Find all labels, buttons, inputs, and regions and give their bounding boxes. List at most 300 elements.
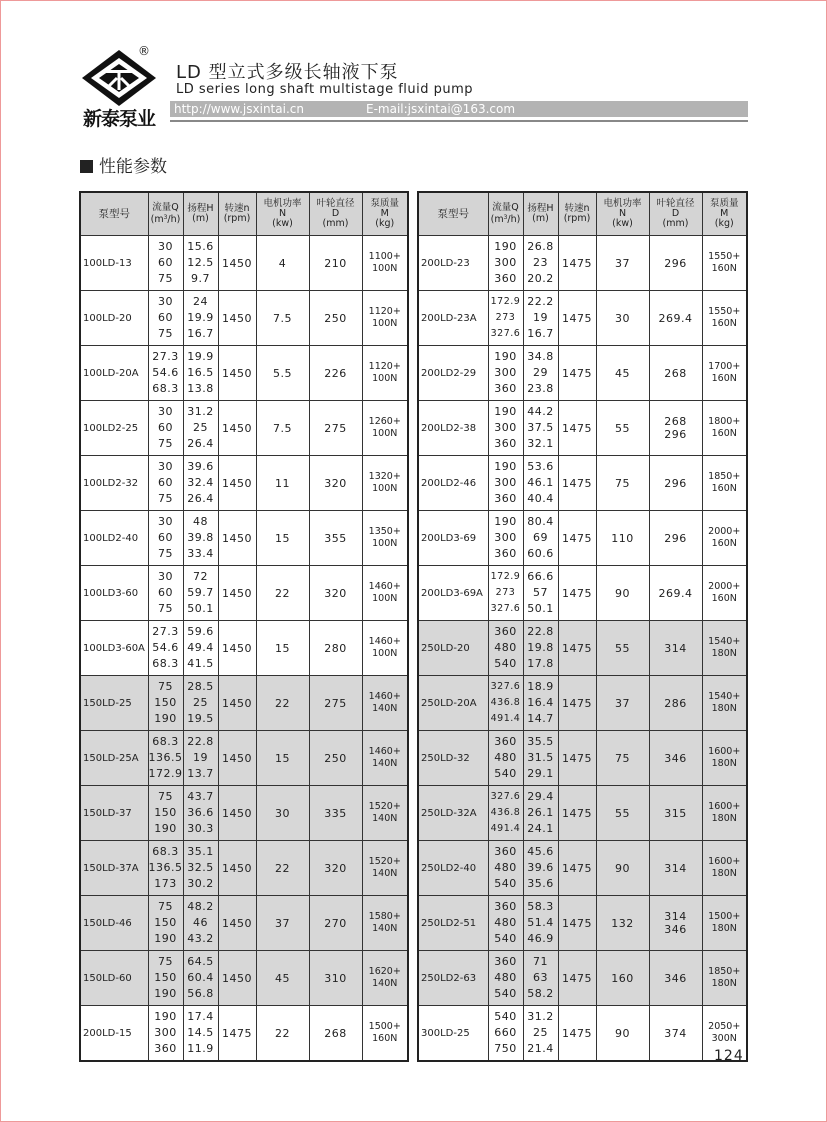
cell-power: 15 <box>256 511 309 566</box>
impeller-value: 314 <box>664 641 687 655</box>
table-row <box>80 346 408 401</box>
mass-value: 180N <box>711 758 737 769</box>
head-value: 21.4 <box>527 1042 554 1055</box>
table-row <box>418 951 747 1006</box>
cell-impeller <box>309 566 362 621</box>
cell-mass <box>702 621 747 676</box>
cell-impeller <box>649 456 702 511</box>
flow-value: 327.6 <box>490 681 521 692</box>
head-value: 32.5 <box>187 861 214 874</box>
table-row <box>80 566 408 621</box>
table-row <box>418 401 747 456</box>
cell-head <box>183 346 218 401</box>
cell-head <box>523 676 558 731</box>
cell-flow <box>488 896 523 951</box>
head-value: 35.1 <box>187 845 214 858</box>
col-header-flow <box>488 192 523 236</box>
impeller-value: 296 <box>664 428 687 441</box>
mass-value: 160N <box>372 1033 398 1044</box>
flow-value: 150 <box>154 971 177 984</box>
cell-flow <box>148 456 183 511</box>
flow-unit-pre: (m <box>490 214 504 225</box>
head-value: 37.5 <box>527 421 554 434</box>
head-value: 22.2 <box>527 295 554 308</box>
flow-value: 360 <box>494 272 517 285</box>
table-row <box>418 1006 747 1062</box>
cell-head <box>523 951 558 1006</box>
col-header-line: (mm) <box>662 218 689 229</box>
cell-power: 55 <box>596 786 649 841</box>
cell-impeller <box>649 896 702 951</box>
head-value: 9.7 <box>191 272 210 285</box>
cell-impeller <box>649 401 702 456</box>
head-value: 17.4 <box>187 1010 214 1023</box>
head-value: 14.7 <box>527 712 554 725</box>
head-value: 14.5 <box>187 1026 214 1039</box>
flow-value: 173 <box>154 877 177 890</box>
cell-speed: 1450 <box>218 621 256 676</box>
col-header-line: 扬程H <box>187 203 214 214</box>
cell-power: 30 <box>596 291 649 346</box>
mass-value: 1700+ <box>708 361 741 372</box>
cell-mass <box>702 291 747 346</box>
cell-model: 300LD-25 <box>418 1006 488 1062</box>
cell-model: 200LD-15 <box>80 1006 148 1062</box>
mass-value: 160N <box>711 593 737 604</box>
cell-model: 200LD-23 <box>418 236 488 291</box>
cell-head <box>183 841 218 896</box>
flow-value: 190 <box>494 460 517 473</box>
flow-value: 172.9 <box>490 296 521 307</box>
col-header-line: D <box>331 208 340 219</box>
cell-mass <box>702 401 747 456</box>
mass-value: 100N <box>372 428 398 439</box>
head-value: 58.3 <box>527 900 554 913</box>
impeller-value: 346 <box>664 751 687 765</box>
mass-value: 160N <box>711 263 737 274</box>
cell-speed: 1475 <box>558 346 596 401</box>
mass-value: 300N <box>711 1033 737 1044</box>
cell-power: 30 <box>256 786 309 841</box>
flow-value: 75 <box>158 790 173 803</box>
col-header-line: D <box>671 208 680 219</box>
mass-value: 140N <box>372 923 398 934</box>
impeller-value: 275 <box>324 696 347 710</box>
col-header-head <box>183 192 218 236</box>
cell-speed: 1475 <box>558 401 596 456</box>
cell-impeller <box>649 511 702 566</box>
flow-value: 360 <box>494 955 517 968</box>
brand-name: 新泰泵业 <box>82 108 155 130</box>
cell-mass <box>362 291 408 346</box>
cell-head <box>183 401 218 456</box>
flow-value: 190 <box>154 822 177 835</box>
cell-impeller <box>309 291 362 346</box>
table-row <box>80 841 408 896</box>
flow-value: 480 <box>494 861 517 874</box>
cell-model: 150LD-46 <box>80 896 148 951</box>
cell-head <box>183 566 218 621</box>
flow-value: 360 <box>494 547 517 560</box>
flow-value: 68.3 <box>152 382 179 395</box>
table-row <box>80 236 408 291</box>
flow-unit-sup: 3 <box>163 214 168 221</box>
mass-value: 160N <box>711 428 737 439</box>
mass-value: 1500+ <box>368 1021 401 1032</box>
flow-value: 60 <box>158 256 173 269</box>
cell-model: 150LD-37A <box>80 841 148 896</box>
flow-value: 68.3 <box>152 735 179 748</box>
cell-flow <box>488 236 523 291</box>
cell-flow <box>148 621 183 676</box>
cell-power: 55 <box>596 401 649 456</box>
flow-value: 136.5 <box>148 751 183 764</box>
cell-speed: 1475 <box>558 731 596 786</box>
cell-model: 100LD-20 <box>80 291 148 346</box>
table-row <box>80 291 408 346</box>
table-row <box>418 841 747 896</box>
head-value: 29 <box>533 366 548 379</box>
col-header-impeller <box>649 192 702 236</box>
flow-value: 75 <box>158 955 173 968</box>
mass-value: 1800+ <box>708 416 741 427</box>
page-title: LD 型立式多级长轴液下泵 <box>176 62 399 83</box>
cell-mass <box>362 621 408 676</box>
mass-value: 180N <box>711 648 737 659</box>
head-value: 13.8 <box>187 382 214 395</box>
flow-value: 540 <box>494 1010 517 1023</box>
cell-head <box>523 401 558 456</box>
cell-flow <box>148 346 183 401</box>
col-header-impeller <box>309 192 362 236</box>
col-header-line: M <box>380 208 389 219</box>
cell-mass <box>702 511 747 566</box>
cell-speed: 1450 <box>218 401 256 456</box>
mass-value: 140N <box>372 978 398 989</box>
flow-value: 360 <box>494 845 517 858</box>
mass-value: 1350+ <box>368 526 401 537</box>
cell-flow <box>488 951 523 1006</box>
head-value: 16.7 <box>527 327 554 340</box>
cell-power: 45 <box>596 346 649 401</box>
mass-value: 1460+ <box>368 581 401 592</box>
table-row <box>80 951 408 1006</box>
head-value: 50.1 <box>187 602 214 615</box>
col-header-line: 流量Q <box>492 202 519 213</box>
flow-value: 540 <box>494 657 517 670</box>
cell-impeller <box>649 951 702 1006</box>
cell-speed: 1475 <box>558 566 596 621</box>
flow-value: 54.6 <box>152 366 179 379</box>
flow-value: 60 <box>158 476 173 489</box>
head-value: 12.5 <box>187 256 214 269</box>
flow-value: 360 <box>494 437 517 450</box>
flow-value: 327.6 <box>490 328 521 339</box>
head-value: 31.2 <box>527 1010 554 1023</box>
head-value: 23 <box>533 256 548 269</box>
head-value: 19.9 <box>187 350 214 363</box>
table-row <box>80 676 408 731</box>
cell-speed: 1450 <box>218 566 256 621</box>
cell-power: 37 <box>596 236 649 291</box>
flow-value: 27.3 <box>152 350 179 363</box>
cell-mass <box>702 786 747 841</box>
impeller-value: 310 <box>324 971 347 985</box>
mass-value: 1520+ <box>368 856 401 867</box>
cell-power: 37 <box>256 896 309 951</box>
flow-value: 300 <box>154 1026 177 1039</box>
head-value: 13.7 <box>187 767 214 780</box>
col-header-line: (kw) <box>272 218 293 229</box>
table-row <box>80 401 408 456</box>
spec-table-right <box>417 191 748 1062</box>
impeller-value: 355 <box>324 531 347 545</box>
flow-value: 360 <box>154 1042 177 1055</box>
head-value: 58.2 <box>527 987 554 1000</box>
cell-model: 250LD-20A <box>418 676 488 731</box>
col-header-speed <box>218 192 256 236</box>
cell-speed: 1450 <box>218 951 256 1006</box>
flow-value: 491.4 <box>490 713 521 724</box>
cell-model: 200LD2-38 <box>418 401 488 456</box>
impeller-value: 226 <box>324 366 347 380</box>
cell-power: 110 <box>596 511 649 566</box>
mass-value: 140N <box>372 868 398 879</box>
flow-value: 540 <box>494 877 517 890</box>
cell-model: 200LD2-46 <box>418 456 488 511</box>
flow-value: 436.8 <box>490 697 521 708</box>
mass-value: 1460+ <box>368 746 401 757</box>
impeller-value: 314 <box>664 910 687 923</box>
head-value: 25 <box>193 696 208 709</box>
head-value: 60.6 <box>527 547 554 560</box>
cell-impeller <box>309 1006 362 1062</box>
mass-value: 1580+ <box>368 911 401 922</box>
head-value: 71 <box>533 955 548 968</box>
mass-value: 140N <box>372 758 398 769</box>
head-value: 59.7 <box>187 586 214 599</box>
cell-flow <box>488 841 523 896</box>
cell-head <box>183 456 218 511</box>
cell-flow <box>148 896 183 951</box>
cell-model: 200LD3-69A <box>418 566 488 621</box>
flow-value: 750 <box>494 1042 517 1055</box>
table-row <box>418 896 747 951</box>
cell-speed: 1450 <box>218 896 256 951</box>
cell-impeller <box>649 236 702 291</box>
impeller-value: 286 <box>664 696 687 710</box>
mass-value: 100N <box>372 373 398 384</box>
cell-mass <box>362 1006 408 1062</box>
table-row <box>80 786 408 841</box>
cell-model: 250LD-32A <box>418 786 488 841</box>
impeller-value: 320 <box>324 861 347 875</box>
flow-value: 190 <box>154 987 177 1000</box>
cell-speed: 1475 <box>558 676 596 731</box>
flow-value: 60 <box>158 311 173 324</box>
cell-impeller <box>649 786 702 841</box>
impeller-value: 250 <box>324 311 347 325</box>
table-row <box>80 511 408 566</box>
flow-value: 190 <box>494 240 517 253</box>
cell-impeller <box>309 896 362 951</box>
flow-value: 30 <box>158 570 173 583</box>
flow-value: 68.3 <box>152 845 179 858</box>
cell-head <box>183 896 218 951</box>
cell-speed: 1475 <box>558 236 596 291</box>
mass-value: 1550+ <box>708 306 741 317</box>
flow-value: 436.8 <box>490 807 521 818</box>
flow-value: 75 <box>158 492 173 505</box>
mass-value: 160N <box>711 318 737 329</box>
cell-flow <box>148 236 183 291</box>
impeller-value: 315 <box>664 806 687 820</box>
head-value: 20.2 <box>527 272 554 285</box>
cell-impeller <box>649 731 702 786</box>
table-row <box>418 511 747 566</box>
head-value: 64.5 <box>187 955 214 968</box>
flow-value: 30 <box>158 460 173 473</box>
cell-mass <box>702 841 747 896</box>
head-value: 29.4 <box>527 790 554 803</box>
head-value: 35.5 <box>527 735 554 748</box>
flow-unit-pre: (m <box>150 214 164 225</box>
col-header-line: 叶轮直径 <box>316 198 355 209</box>
cell-power: 90 <box>596 566 649 621</box>
head-value: 34.8 <box>527 350 554 363</box>
flow-value: 190 <box>494 350 517 363</box>
table-row <box>80 621 408 676</box>
head-value: 31.5 <box>527 751 554 764</box>
cell-model: 250LD2-63 <box>418 951 488 1006</box>
col-header-line: (kw) <box>612 218 633 229</box>
head-value: 80.4 <box>527 515 554 528</box>
impeller-value: 275 <box>324 421 347 435</box>
email-link[interactable]: E-mail:jsxintai@163.com <box>366 102 516 116</box>
impeller-value: 269.4 <box>658 311 693 325</box>
head-value: 19.5 <box>187 712 214 725</box>
head-value: 41.5 <box>187 657 214 670</box>
head-value: 39.6 <box>527 861 554 874</box>
head-value: 19.9 <box>187 311 214 324</box>
mass-value: 100N <box>372 483 398 494</box>
website-link[interactable]: http://www.jsxintai.cn <box>174 102 304 116</box>
head-value: 19 <box>533 311 548 324</box>
col-header-line: (m) <box>192 213 209 224</box>
flow-value: 480 <box>494 916 517 929</box>
cell-head <box>523 236 558 291</box>
mass-value: 1620+ <box>368 966 401 977</box>
head-value: 48 <box>193 515 208 528</box>
cell-power: 22 <box>256 1006 309 1062</box>
cell-impeller <box>309 676 362 731</box>
mass-value: 1260+ <box>368 416 401 427</box>
cell-speed: 1450 <box>218 731 256 786</box>
cell-power: 22 <box>256 841 309 896</box>
cell-impeller <box>309 841 362 896</box>
flow-value: 480 <box>494 641 517 654</box>
cell-power: 5.5 <box>256 346 309 401</box>
cell-power: 22 <box>256 676 309 731</box>
impeller-value: 270 <box>324 916 347 930</box>
col-header-line: 泵型号 <box>98 208 130 220</box>
mass-value: 160N <box>711 483 737 494</box>
cell-flow <box>488 786 523 841</box>
col-header-line: 泵质量 <box>370 198 399 209</box>
cell-mass <box>362 346 408 401</box>
flow-value: 273 <box>495 312 516 323</box>
head-value: 35.6 <box>527 877 554 890</box>
head-value: 26.8 <box>527 240 554 253</box>
impeller-value: 296 <box>664 256 687 270</box>
cell-power: 75 <box>596 456 649 511</box>
cell-head <box>523 566 558 621</box>
mass-value: 140N <box>372 703 398 714</box>
flow-value: 60 <box>158 531 173 544</box>
cell-mass <box>362 786 408 841</box>
cell-model: 150LD-25A <box>80 731 148 786</box>
cell-head <box>183 291 218 346</box>
flow-value: 54.6 <box>152 641 179 654</box>
head-value: 16.4 <box>527 696 554 709</box>
impeller-value: 296 <box>664 531 687 545</box>
impeller-value: 320 <box>324 586 347 600</box>
cell-speed: 1475 <box>558 291 596 346</box>
col-header-mass <box>702 192 747 236</box>
cell-speed: 1475 <box>558 1006 596 1062</box>
col-header-line: (m) <box>532 213 549 224</box>
cell-mass <box>362 401 408 456</box>
cell-head <box>183 511 218 566</box>
cell-mass <box>362 511 408 566</box>
cell-power: 15 <box>256 731 309 786</box>
table-row <box>418 731 747 786</box>
impeller-value: 268 <box>664 366 687 380</box>
cell-mass <box>362 236 408 291</box>
col-header-line: 泵型号 <box>437 208 469 220</box>
col-header-line <box>149 213 183 225</box>
page-number: 124 <box>714 1048 744 1064</box>
mass-value: 2050+ <box>708 1021 741 1032</box>
flow-value: 75 <box>158 272 173 285</box>
mass-value: 1540+ <box>708 636 741 647</box>
cell-speed: 1475 <box>558 621 596 676</box>
flow-value: 172.9 <box>148 767 183 780</box>
cell-head <box>523 1006 558 1062</box>
head-value: 53.6 <box>527 460 554 473</box>
impeller-value: 268 <box>324 1026 347 1040</box>
mass-value: 1850+ <box>708 471 741 482</box>
mass-value: 180N <box>711 923 737 934</box>
cell-model: 250LD-20 <box>418 621 488 676</box>
mass-value: 160N <box>711 373 737 384</box>
table-row <box>418 346 747 401</box>
head-value: 30.3 <box>187 822 214 835</box>
flow-value: 30 <box>158 295 173 308</box>
cell-model: 100LD2-25 <box>80 401 148 456</box>
col-header-line: 转速n <box>224 203 250 214</box>
cell-head <box>183 731 218 786</box>
head-value: 18.9 <box>527 680 554 693</box>
mass-value: 1540+ <box>708 691 741 702</box>
cell-power: 90 <box>596 841 649 896</box>
mass-value: 180N <box>711 813 737 824</box>
impeller-value: 250 <box>324 751 347 765</box>
mass-value: 180N <box>711 703 737 714</box>
cell-impeller <box>309 511 362 566</box>
flow-value: 75 <box>158 437 173 450</box>
head-value: 43.2 <box>187 932 214 945</box>
